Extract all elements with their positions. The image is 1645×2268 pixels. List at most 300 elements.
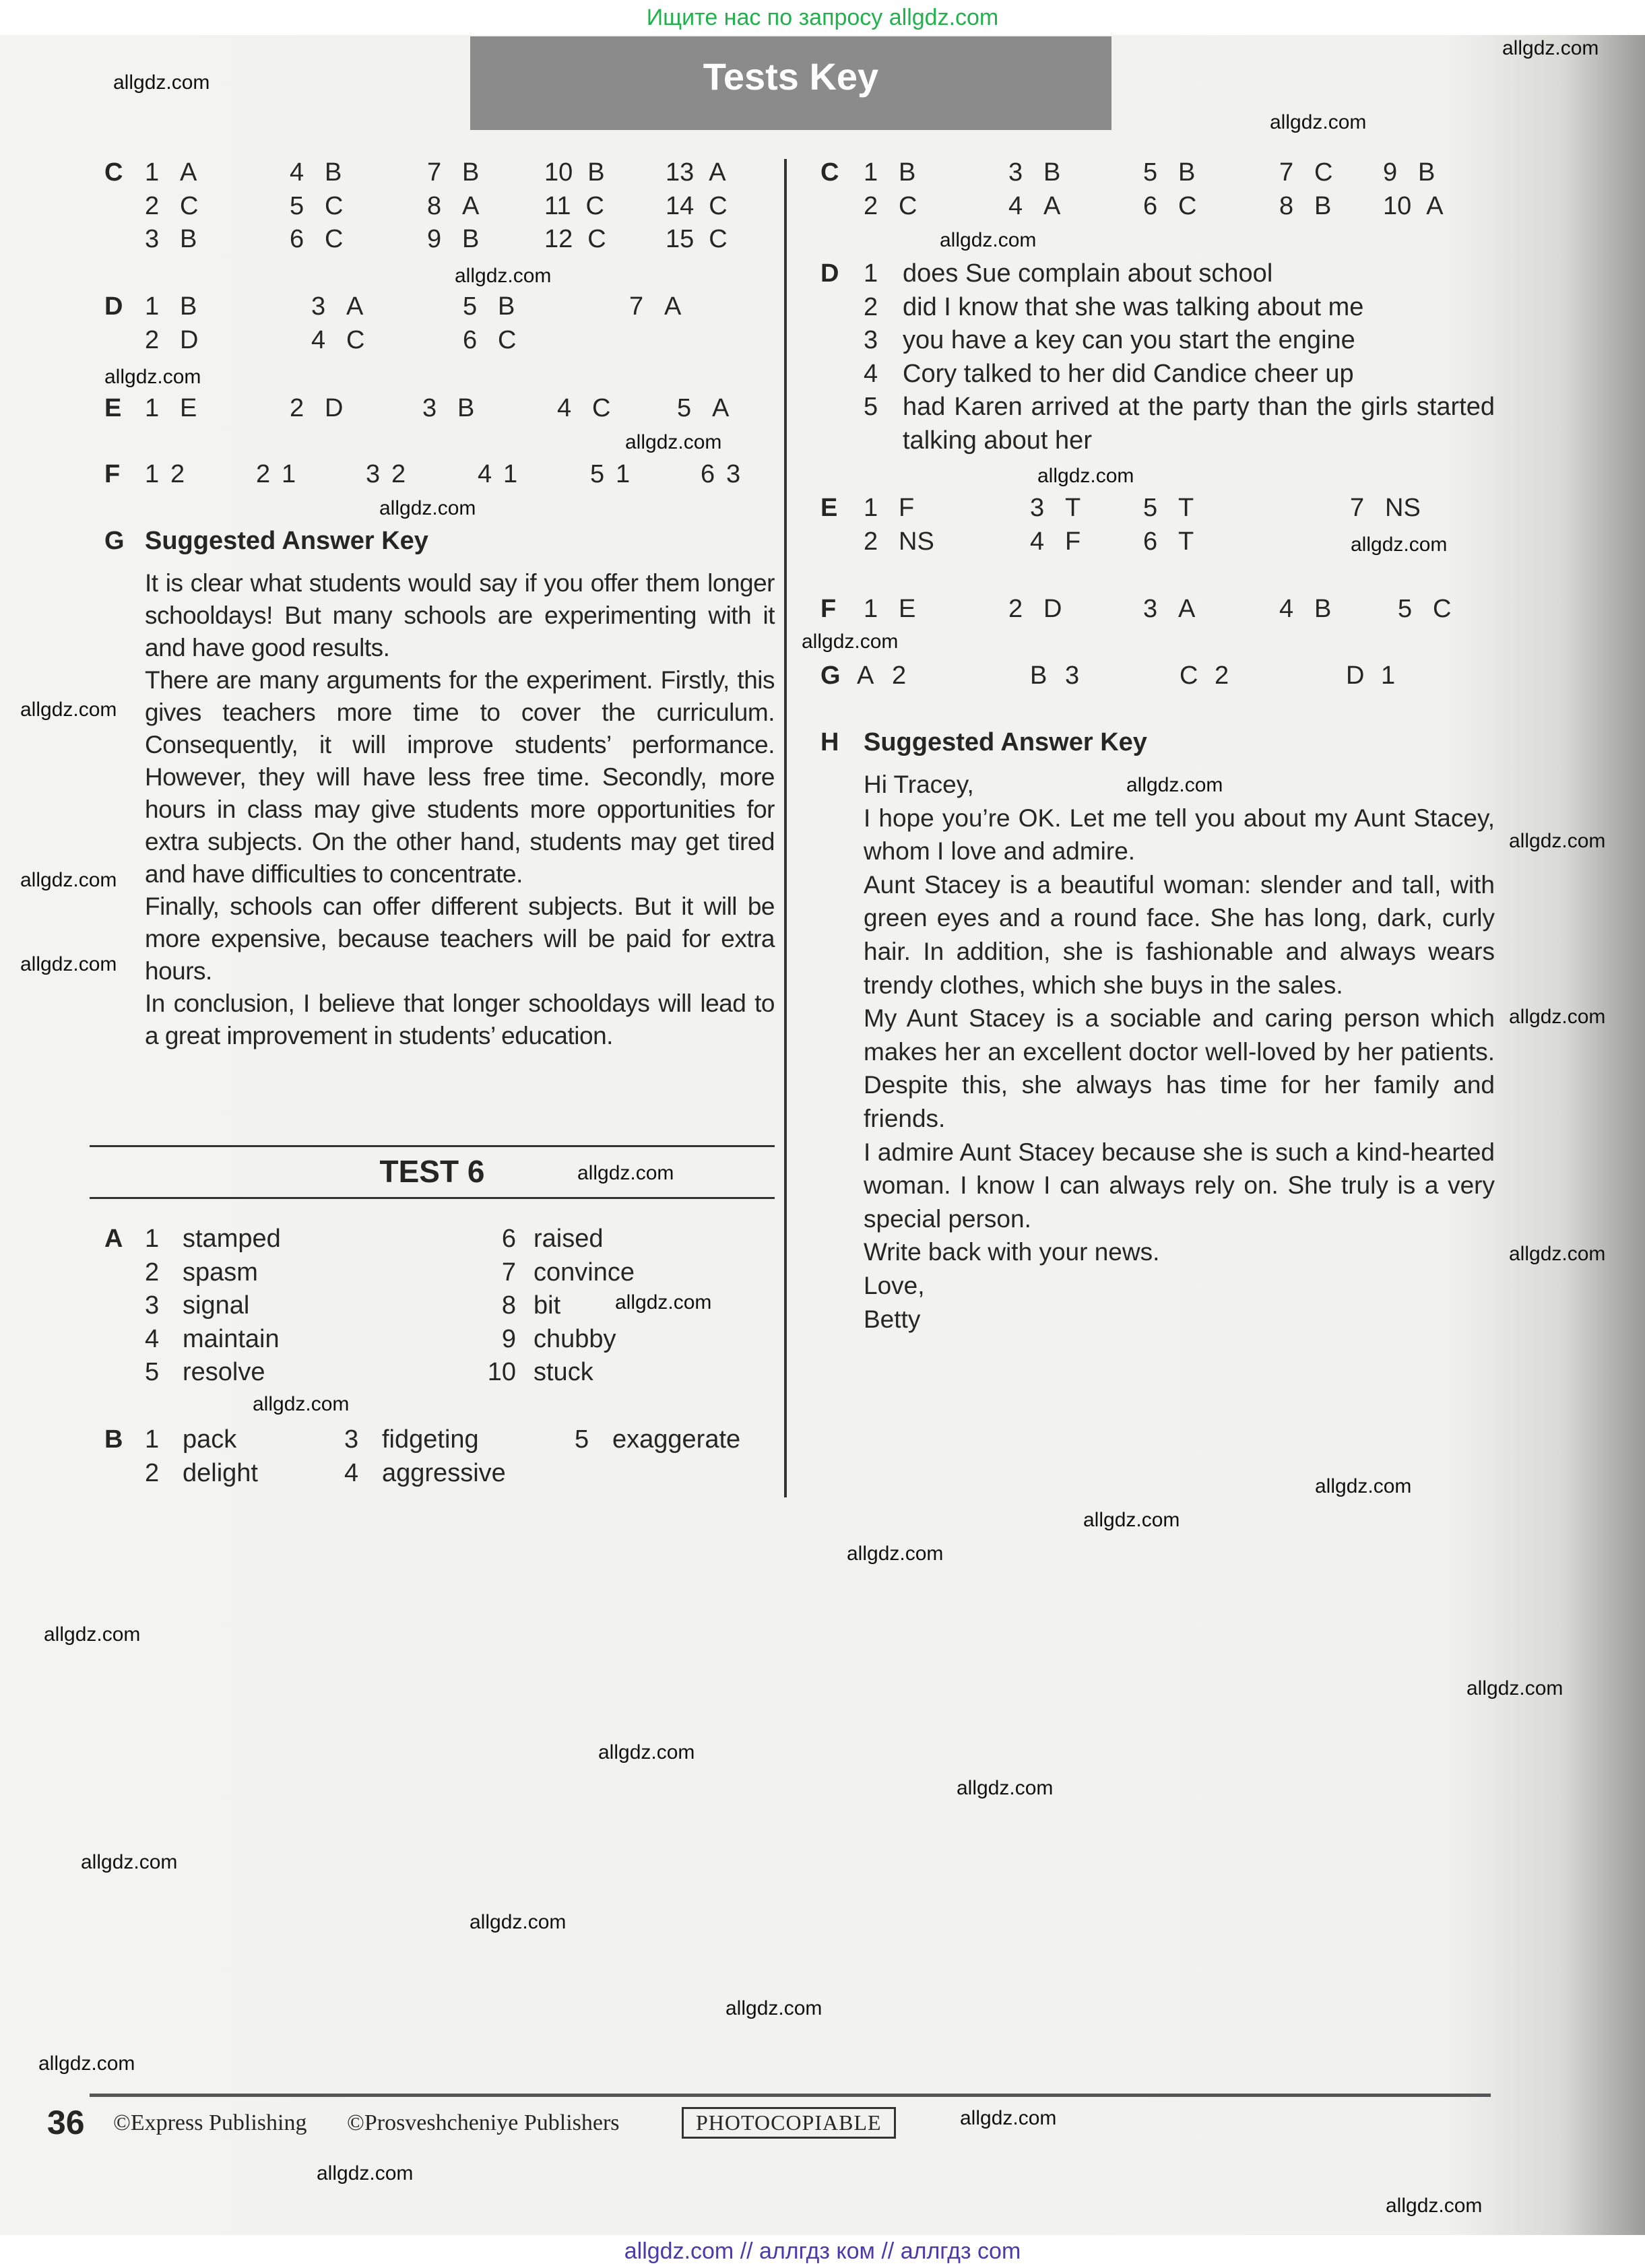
answer-number: 1 [864,595,878,623]
watermark: allgdz.com [615,1291,712,1314]
letter-paragraph: Hi Tracey, [864,771,974,798]
answer-value: T [1178,494,1194,522]
answer-number: 11 [544,191,571,220]
answer-item [478,458,517,492]
answer-number: 2 [290,394,304,422]
section-label-f: F [104,460,121,488]
answer-item [427,190,479,224]
answer-number: 3 [422,394,437,422]
answer-item [1008,156,1060,190]
answer-value: C [592,394,611,422]
answer-number: 12 [544,225,573,254]
sentence-item [864,324,1495,358]
answer-value: A [462,191,480,220]
answer-number: 1 [145,158,160,187]
answer-number: 1 [145,394,160,422]
answer-value: T [1065,494,1081,522]
answer-value: 2 [391,460,406,488]
answer-item [544,190,604,224]
sentence-item [864,257,1495,291]
answer-value: B [498,292,515,321]
section-label-d: D [104,292,123,321]
test-title: TEST 6 [379,1154,485,1189]
answer-item [864,492,914,525]
answer-number: 2 [145,191,160,220]
answer-value: C [346,325,365,354]
section-g-essay [145,567,775,1052]
answer-item [145,1223,281,1256]
answer-number: 3 [366,460,381,488]
answer-item [366,458,406,492]
answer-number: 2 [864,191,878,220]
answer-value: B [1418,158,1436,187]
answer-number: 3 [145,1291,160,1320]
answer-item [666,156,726,190]
answer-value: A [180,158,197,187]
answer-item [1008,593,1062,626]
answer-number: 1 [145,292,160,321]
answer-item [145,223,197,257]
answer-item [486,1323,616,1357]
answer-item [145,1289,249,1323]
right-section-label-c: C [820,158,839,187]
answer-number: 5 [677,394,692,422]
answer-item [145,458,185,492]
watermark: allgdz.com [725,1997,822,2019]
answer-item [864,156,915,190]
answer-number: 10 [1383,191,1412,220]
answer-value: B [899,158,916,187]
answer-number: 2 [256,460,271,488]
answer-value: D [180,325,199,354]
answer-item [486,1256,635,1290]
answer-item [1346,659,1395,693]
answer-value: aggressive [382,1458,506,1487]
answer-number: 4 [344,1458,359,1487]
answer-number: 4 [1008,191,1023,220]
answer-value: C [899,191,917,220]
answer-value: 3 [726,460,741,488]
watermark: allgdz.com [1509,1243,1606,1265]
answer-number: 5 [575,1425,589,1454]
answer-item [463,324,516,358]
letter-paragraph: I hope you’re OK. Let me tell you about my Aunt Stacey, whom I love and admire. [864,804,1495,866]
answer-value: B [180,225,197,254]
answer-item [290,190,343,224]
answer-value: raised [534,1225,604,1253]
answer-item [1143,593,1195,626]
answer-item [666,223,728,257]
answer-number: 5 [590,460,605,488]
answer-number: 5 [290,191,304,220]
watermark: allgdz.com [38,2052,135,2075]
answer-item [486,1356,593,1390]
answer-number: 8 [501,1291,516,1320]
answer-value: C [1433,595,1452,623]
answer-value: 2 [892,661,907,690]
answer-item [557,392,610,426]
answer-number: 6 [701,460,715,488]
answer-number: 1 [145,1225,160,1253]
sentence-number: 1 [864,259,878,288]
answer-item [463,290,515,324]
essay-paragraph: There are many arguments for the experiment. Firstly, this gives teachers more time to cover the curriculum. Consequently, it will improve students’ performance. However, they will have less free time. Secondly, more hours in class may give students more opportunities for extra subjects. On the other hand, students may get tired and have difficulties to concentrate. [145,666,775,888]
answer-value: A [346,292,364,321]
watermark: allgdz.com [1386,2195,1483,2217]
watermark: allgdz.com [577,1162,674,1184]
answer-number: 7 [1279,158,1294,187]
watermark: allgdz.com [81,1851,178,1873]
footer-publisher-prosveshcheniye: ©Prosveshcheniye Publishers [347,2110,620,2135]
watermark: allgdz.com [1466,1677,1563,1699]
answer-number: 5 [1398,595,1413,623]
watermark: allgdz.com [1509,1006,1606,1028]
watermark: allgdz.com [802,630,899,653]
sentence-item [864,291,1495,325]
watermark: allgdz.com [1509,830,1606,852]
letter-paragraph: I admire Aunt Stacey because she is such a kind-hearted woman. I know I can always rely on. She truly is a very special person. [864,1138,1495,1233]
answer-value: C [1178,191,1197,220]
answer-value: A [712,394,730,422]
answer-number: 9 [501,1324,516,1353]
answer-number: 5 [463,292,478,321]
answer-item [1279,156,1332,190]
right-section-label-e: E [820,494,838,522]
watermark: allgdz.com [1037,465,1134,487]
answer-value: F [1065,527,1081,556]
answer-number: 2 [145,1258,160,1287]
sentence-text: did I know that she was talking about me [903,292,1364,321]
answer-value: spasm [183,1258,258,1287]
answer-value: 1 [616,460,631,488]
answer-item [864,190,917,224]
answer-number: 1 [145,460,160,488]
answer-value: B [1178,158,1196,187]
answer-number: 3 [145,225,160,254]
answer-item [857,659,906,693]
answer-number: 9 [427,225,442,254]
answer-number: 5 [1143,158,1158,187]
watermark: allgdz.com [104,366,201,388]
answer-item [1279,593,1331,626]
answer-number: 1 [145,1425,160,1454]
answer-value: B [325,158,342,187]
answer-number: 7 [427,158,442,187]
answer-value: 1 [503,460,518,488]
answer-number: 1 [864,494,878,522]
answer-value: B [462,225,480,254]
answer-item [1143,492,1194,525]
answer-number: 3 [1143,595,1158,623]
right-section-label-h: H [820,728,839,756]
answer-value: chubby [534,1324,616,1353]
answer-value: maintain [183,1324,280,1353]
watermark: allgdz.com [44,1623,141,1646]
watermark: allgdz.com [1315,1475,1412,1497]
answer-value: 1 [282,460,296,488]
answer-item [701,458,740,492]
watermark: allgdz.com [1351,533,1448,556]
answer-number: 8 [1279,191,1294,220]
sentence-item [864,358,1495,391]
sentence-number: 5 [864,393,878,422]
answer-value: A [664,292,682,321]
letter-paragraph: Betty [864,1305,921,1333]
answer-value: pack [183,1425,237,1454]
answer-item [145,1356,265,1390]
answer-value: C [325,225,344,254]
essay-paragraph: In conclusion, I believe that longer schooldays will lead to a great improvement in students’ education. [145,990,775,1049]
answer-item [544,223,606,257]
answer-value: 3 [1065,661,1080,690]
answer-value: exaggerate [612,1425,741,1454]
essay-paragraph: It is clear what students would say if you offer them longer schooldays! But many schools are experimenting with it and have good results. [145,569,775,661]
answer-item [145,392,197,426]
answer-item [145,1323,280,1357]
sentence-number: 2 [864,292,878,321]
answer-item [145,1457,258,1491]
page-number: 36 [47,2104,85,2141]
answer-number: 7 [629,292,644,321]
answer-value: NS [899,527,934,556]
answer-item [145,1423,236,1457]
answer-number: C [1180,661,1198,690]
section-g-heading: Suggested Answer Key [145,527,428,555]
answer-value: C [587,225,606,254]
answer-item [311,324,364,358]
answer-number: 8 [427,191,442,220]
answer-number: D [1346,661,1365,690]
answer-number: 15 [666,225,695,254]
answer-number: 3 [1008,158,1023,187]
section-h-letter [864,768,1495,1336]
letter-paragraph: Write back with your news. [864,1238,1160,1266]
answer-number: 3 [344,1425,359,1454]
answer-number: 3 [1030,494,1045,522]
answer-value: C [180,191,199,220]
answer-item [145,324,198,358]
answer-value: B [180,292,197,321]
sentence-text: you have a key can you start the engine [903,326,1355,355]
bottom-banner: allgdz.com // аллгдз ком // аллгдз com [0,2235,1645,2268]
answer-item [311,290,363,324]
answer-number: 9 [1383,158,1398,187]
answer-number: 4 [311,325,326,354]
watermark: allgdz.com [960,2107,1057,2129]
answer-item [575,1423,740,1457]
answer-value: A [1426,191,1444,220]
answer-item [422,392,474,426]
answer-value: resolve [183,1358,265,1387]
answer-value: 2 [1215,661,1229,690]
answer-number: 6 [501,1225,516,1253]
answer-value: F [899,494,915,522]
answer-value: C [709,191,728,220]
answer-number: 4 [557,394,572,422]
answer-item [590,458,630,492]
answer-item [427,156,479,190]
answer-item [344,1423,479,1457]
answer-value: NS [1385,494,1421,522]
watermark: allgdz.com [625,431,722,453]
sentence-number: 4 [864,359,878,388]
answer-item [1030,659,1079,693]
footer-publisher-express: ©Express Publishing [113,2110,307,2135]
answer-item [1030,492,1080,525]
answer-number: 6 [290,225,304,254]
answer-number: 2 [145,325,160,354]
answer-number: 4 [290,158,304,187]
answer-value: C [709,225,728,254]
answer-item [1143,156,1195,190]
answer-item [427,223,479,257]
answer-value: delight [183,1458,258,1487]
answer-value: 2 [170,460,185,488]
right-section-d-answers [864,257,1495,458]
answer-number: 2 [864,527,878,556]
answer-item [1143,525,1194,559]
answer-value: E [899,595,916,623]
watermark: allgdz.com [113,71,210,94]
answer-item [290,223,343,257]
answer-item [864,593,915,626]
answer-item [544,156,605,190]
answer-number: 1 [864,158,878,187]
essay-paragraph: Finally, schools can offer different subjects. But it will be more expensive, because teachers will be paid for extra hours. [145,893,775,985]
answer-item [486,1289,560,1323]
answer-number: 7 [1350,494,1365,522]
sentence-number: 3 [864,326,878,355]
answer-value: signal [183,1291,250,1320]
answer-number: 6 [1143,191,1158,220]
answer-item [666,190,728,224]
section-h-heading: Suggested Answer Key [864,728,1147,756]
answer-item [677,392,729,426]
answer-number: 4 [1279,595,1294,623]
answer-number: 6 [1143,527,1158,556]
answer-item [290,392,343,426]
letter-paragraph: Aunt Stacey is a beautiful woman: slender and tall, with green eyes and a round face. She has long, dark, curly hair. In addition, she is fashionable and always wears trendy clothes, which she buys in the sales. [864,870,1495,999]
answer-number: 13 [666,158,695,187]
answer-item [344,1457,506,1491]
answer-item [629,290,681,324]
section-label-c: C [104,158,123,187]
answer-number: 6 [463,325,478,354]
watermark: allgdz.com [1126,774,1223,796]
answer-value: D [325,394,344,422]
sentence-item [864,391,1495,457]
watermark: allgdz.com [317,2162,414,2184]
answer-number: A [857,661,874,690]
answer-item [1398,593,1451,626]
top-banner: Ищите нас по запросу allgdz.com [0,0,1645,35]
answer-value: bit [534,1291,561,1320]
answer-item [1180,659,1229,693]
answer-value: fidgeting [382,1425,479,1454]
answer-number: 4 [1030,527,1045,556]
watermark: allgdz.com [470,1911,567,1933]
letter-paragraph: Love, [864,1271,925,1299]
answer-item [256,458,296,492]
answer-value: 1 [1381,661,1396,690]
answer-item [290,156,342,190]
answer-value: convince [534,1258,635,1287]
answer-number: 14 [666,191,695,220]
watermark: allgdz.com [847,1543,944,1565]
section-label-e: E [104,394,122,422]
photocopiable-badge: PHOTOCOPIABLE [682,2107,896,2139]
right-section-label-g: G [820,661,841,690]
section-label-b: B [104,1425,123,1454]
answer-item [864,525,934,559]
section-label-a: A [104,1225,123,1253]
answer-item [145,290,197,324]
answer-item [1383,156,1435,190]
answer-item [1383,190,1444,224]
answer-number: 4 [478,460,492,488]
test-title-rule-bottom [90,1197,775,1199]
answer-value: B [462,158,480,187]
answer-number: 7 [501,1258,516,1287]
answer-number: 2 [1008,595,1023,623]
answer-value: T [1178,527,1194,556]
watermark: allgdz.com [20,699,117,721]
answer-value: C [325,191,344,220]
watermark: allgdz.com [940,229,1037,251]
answer-item [486,1223,604,1256]
answer-value: E [180,394,197,422]
watermark: allgdz.com [379,497,476,519]
sentence-text: Cory talked to her did Candice cheer up [903,359,1354,388]
answer-item [145,1256,258,1290]
answer-item [1279,190,1331,224]
answer-item [145,190,198,224]
watermark: allgdz.com [1083,1509,1180,1531]
watermark: allgdz.com [20,869,117,891]
answer-value: stuck [534,1358,593,1387]
footer-rule [90,2094,1491,2097]
answer-number: 4 [145,1324,160,1353]
answer-value: B [587,158,605,187]
answer-item [1350,492,1421,525]
right-section-label-f: F [820,595,837,623]
answer-number: 10 [544,158,573,187]
answer-value: B [1043,158,1061,187]
watermark: allgdz.com [1270,111,1367,133]
answer-value: stamped [183,1225,281,1253]
answer-value: C [498,325,517,354]
letter-paragraph: My Aunt Stacey is a sociable and caring person which makes her an excellent doctor well-loved by her patients. Despite this, she always has time for her family and friends. [864,1004,1495,1132]
answer-number: 5 [1143,494,1158,522]
answer-item [1030,525,1080,559]
column-divider [784,159,787,1497]
answer-value: B [1314,595,1332,623]
test-title-rule-top [90,1145,775,1147]
answer-item [1008,190,1060,224]
answer-number: 3 [311,292,326,321]
answer-value: A [1043,191,1061,220]
answer-value: D [1043,595,1062,623]
answer-value: B [1314,191,1332,220]
watermark: allgdz.com [253,1393,350,1415]
page-header-title: Tests Key [470,36,1111,130]
answer-number: 2 [145,1458,160,1487]
answer-number: B [1030,661,1047,690]
watermark: allgdz.com [957,1777,1054,1799]
answer-value: C [1314,158,1333,187]
watermark: allgdz.com [455,265,552,287]
watermark: allgdz.com [1502,37,1599,59]
